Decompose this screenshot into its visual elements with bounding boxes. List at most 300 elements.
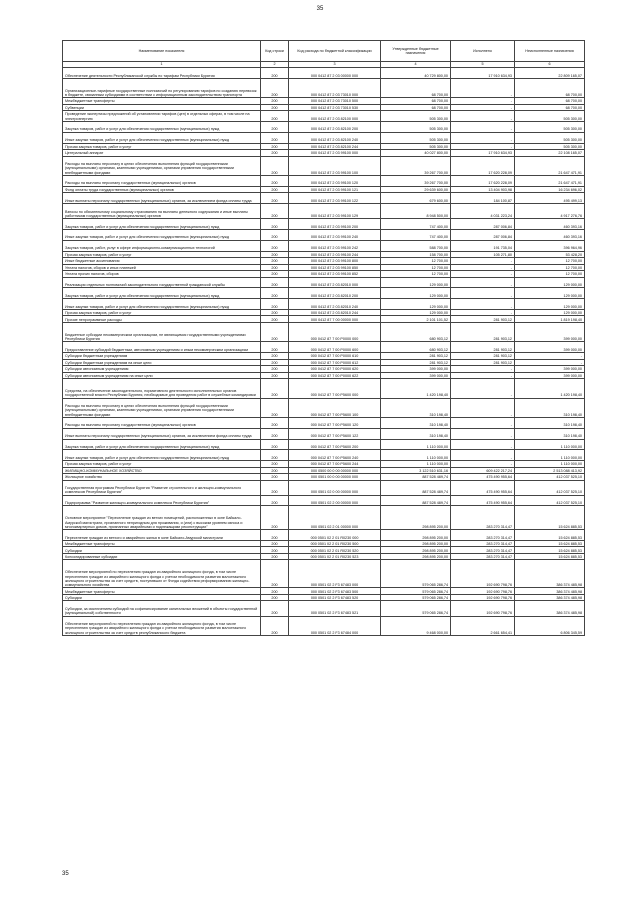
table-row bbox=[63, 175, 585, 186]
row-name: Межбюджетные трансферты bbox=[63, 588, 261, 595]
row-name: Закупка товаров, работ и услуг для обеспечения государственных (муниципальных) нужд bbox=[63, 219, 261, 230]
row-budget-code: 000 0501 02 2 F3 67483 521 bbox=[289, 601, 381, 616]
row-name: Субсидии bbox=[63, 594, 261, 601]
row-budget-code: 000 0412 87 2 03 99100 100 bbox=[289, 156, 381, 175]
row-line-code: 200 bbox=[261, 175, 289, 186]
row-line-code: 200 bbox=[261, 121, 289, 132]
row-approved: 1 110 000,00 bbox=[381, 450, 451, 461]
column-number: 3 bbox=[289, 62, 381, 68]
row-budget-code: 000 0412 87 7 00 P5600 120 bbox=[289, 417, 381, 428]
row-name: Субсидии, за исключением субсидий на софинансирование капитальных вложений в объекты государственной (муниципальной) собственности bbox=[63, 601, 261, 616]
table-row bbox=[63, 450, 585, 461]
column-number: 1 bbox=[63, 62, 261, 68]
row-remaining: 1 110 000,00 bbox=[515, 450, 585, 461]
row-name: Взносы по обязательному социальному страхованию на выплаты денежного содержания и иные выплаты работникам государственных (муниципальных) органов bbox=[63, 204, 261, 219]
row-budget-code: 000 0412 87 2 03 99100 122 bbox=[289, 193, 381, 204]
row-line-code: 200 bbox=[261, 560, 289, 588]
row-approved: 39 267 700,00 bbox=[381, 175, 451, 186]
row-executed: 281 903,12 bbox=[451, 316, 515, 323]
row-approved: 887 528 489,74 bbox=[381, 474, 451, 481]
row-executed: 192 690 798,76 bbox=[451, 560, 515, 588]
table-row bbox=[63, 219, 585, 230]
row-remaining: 68 700,00 bbox=[515, 98, 585, 105]
row-executed: - bbox=[451, 372, 515, 379]
row-approved: 298 895 200,00 bbox=[381, 530, 451, 541]
row-executed: - bbox=[451, 111, 515, 122]
row-remaining: 505 300,00 bbox=[515, 121, 585, 132]
row-remaining: 2 513 088 413,92 bbox=[515, 467, 585, 474]
row-executed: - bbox=[451, 132, 515, 143]
row-name: Обеспечение мероприятий по переселению граждан из аварийного жилищного фонда, в том числе переселению граждан из аварийного жилищного фонда с учетом необходимости развития малоэтажного жилищного строительства за счет средств республиканского бюджета bbox=[63, 616, 261, 635]
row-remaining: 495 499,13 bbox=[515, 193, 585, 204]
row-remaining: 412 037 525,10 bbox=[515, 474, 585, 481]
row-name: Субвенции bbox=[63, 104, 261, 111]
row-line-code: 200 bbox=[261, 68, 289, 79]
row-name: Иные бюджетные ассигнования bbox=[63, 258, 261, 265]
row-remaining: 6 806 345,59 bbox=[515, 616, 585, 635]
row-budget-code: 000 0501 02 2 01 R0230 500 bbox=[289, 540, 381, 547]
row-line-code: 200 bbox=[261, 150, 289, 157]
row-budget-code: 000 0412 87 2 03 99100 244 bbox=[289, 251, 381, 258]
row-budget-code: 000 0412 87 2 03 99100 240 bbox=[289, 229, 381, 240]
row-executed: - bbox=[451, 398, 515, 417]
row-line-code: 200 bbox=[261, 506, 289, 530]
row-line-code: 200 bbox=[261, 366, 289, 373]
row-budget-code: 000 0412 87 2 03 82100 200 bbox=[289, 121, 381, 132]
row-budget-code: 000 0412 87 7 00 P0000 622 bbox=[289, 372, 381, 379]
row-approved: 298 895 200,00 bbox=[381, 553, 451, 560]
row-remaining: 15 624 885,53 bbox=[515, 540, 585, 547]
row-name: Иные закупки товаров, работ и услуг для обеспечения государственных (муниципальных) нужд bbox=[63, 299, 261, 310]
row-executed: 283 270 314,47 bbox=[451, 530, 515, 541]
row-approved: 29 639 600,00 bbox=[381, 186, 451, 193]
row-budget-code: 000 0412 87 7 00 P0000 000 bbox=[289, 322, 381, 341]
row-budget-code: 000 0412 87 7 00 P0000 610 bbox=[289, 353, 381, 360]
row-line-code: 200 bbox=[261, 547, 289, 554]
table-row bbox=[63, 359, 585, 366]
row-approved: 129 000,00 bbox=[381, 299, 451, 310]
row-executed: 17 620 228,09 bbox=[451, 175, 515, 186]
row-approved: 579 065 286,74 bbox=[381, 588, 451, 595]
row-executed: 475 490 955,64 bbox=[451, 495, 515, 506]
row-name: ЖИЛИЩНО-КОММУНАЛЬНОЕ ХОЗЯЙСТВО bbox=[63, 467, 261, 474]
row-name: Иные закупки товаров, работ и услуг для обеспечения государственных (муниципальных) нужд bbox=[63, 229, 261, 240]
row-line-code: 200 bbox=[261, 316, 289, 323]
row-budget-code: 000 0412 87 7 00 P5600 244 bbox=[289, 461, 381, 468]
row-budget-code: 000 0501 02 2 F3 67483 000 bbox=[289, 560, 381, 588]
row-executed: 192 690 798,76 bbox=[451, 588, 515, 595]
row-budget-code: 000 0412 87 2 03 82010 244 bbox=[289, 309, 381, 316]
row-remaining: 310 198,40 bbox=[515, 417, 585, 428]
row-executed: 283 270 314,47 bbox=[451, 506, 515, 530]
row-approved: 1 110 000,00 bbox=[381, 439, 451, 450]
row-approved: 12 700,00 bbox=[381, 271, 451, 278]
row-approved: 158 700,00 bbox=[381, 251, 451, 258]
row-approved: 310 198,40 bbox=[381, 428, 451, 439]
column-number: 2 bbox=[261, 62, 289, 68]
table-row bbox=[63, 495, 585, 506]
row-line-code: 200 bbox=[261, 480, 289, 495]
row-remaining: 12 700,00 bbox=[515, 264, 585, 271]
row-line-code: 200 bbox=[261, 594, 289, 601]
row-approved: 399 000,00 bbox=[381, 366, 451, 373]
row-executed: - bbox=[451, 450, 515, 461]
row-executed: 13 404 903,98 bbox=[451, 186, 515, 193]
row-executed: - bbox=[451, 98, 515, 105]
row-executed: - bbox=[451, 78, 515, 97]
row-executed: 281 903,12 bbox=[451, 353, 515, 360]
row-executed: 281 903,12 bbox=[451, 342, 515, 353]
row-approved: 505 300,00 bbox=[381, 132, 451, 143]
row-name: Субсидии автономным учреждениям на иные цели bbox=[63, 372, 261, 379]
row-approved: 505 300,00 bbox=[381, 143, 451, 150]
row-line-code: 200 bbox=[261, 271, 289, 278]
row-name: Прочая закупка товаров, работ и услуг bbox=[63, 309, 261, 316]
row-name: Консолидированные субсидии bbox=[63, 553, 261, 560]
table-body bbox=[63, 68, 585, 636]
row-line-code: 200 bbox=[261, 104, 289, 111]
row-name: Прочая закупка товаров, работ и услуг bbox=[63, 251, 261, 258]
row-budget-code: 000 0412 87 2 03 99100 850 bbox=[289, 264, 381, 271]
row-executed: 283 270 314,47 bbox=[451, 553, 515, 560]
table-row bbox=[63, 322, 585, 341]
row-remaining: 386 374 485,98 bbox=[515, 601, 585, 616]
row-approved: 8 948 500,00 bbox=[381, 204, 451, 219]
row-budget-code: 000 0412 87 2 03 99100 200 bbox=[289, 219, 381, 230]
row-line-code: 200 bbox=[261, 359, 289, 366]
row-executed: - bbox=[451, 271, 515, 278]
row-remaining: 15 624 885,53 bbox=[515, 547, 585, 554]
row-name: Закупка товаров, работ и услуг для обеспечения государственных (муниципальных) нужд bbox=[63, 288, 261, 299]
row-approved: 12 700,00 bbox=[381, 264, 451, 271]
row-approved: 129 000,00 bbox=[381, 277, 451, 288]
row-budget-code: 000 0501 02 2 00 00000 000 bbox=[289, 495, 381, 506]
row-name: Расходы на выплаты персоналу в целях обеспечения выполнения функций государственными (муниципальными) органами, казенными учреждениями, органами управления государственными внебюджетными фондами bbox=[63, 398, 261, 417]
row-name: Расходы на выплаты персоналу государственных (муниципальных) органов bbox=[63, 417, 261, 428]
row-line-code: 200 bbox=[261, 277, 289, 288]
row-budget-code: 000 0501 02 0 00 00000 000 bbox=[289, 480, 381, 495]
row-remaining: 505 300,00 bbox=[515, 111, 585, 122]
row-approved: 679 600,00 bbox=[381, 193, 451, 204]
table-row bbox=[63, 121, 585, 132]
row-executed: 2 661 654,41 bbox=[451, 616, 515, 635]
row-line-code: 200 bbox=[261, 229, 289, 240]
row-remaining: 386 374 485,98 bbox=[515, 560, 585, 588]
row-remaining: 129 000,00 bbox=[515, 288, 585, 299]
row-line-code: 200 bbox=[261, 540, 289, 547]
row-budget-code: 000 0412 87 2 03 99100 800 bbox=[289, 258, 381, 265]
row-remaining: 412 037 525,10 bbox=[515, 495, 585, 506]
row-approved: 68 700,00 bbox=[381, 104, 451, 111]
row-approved: 1 420 198,40 bbox=[381, 379, 451, 398]
row-executed: 475 490 955,64 bbox=[451, 474, 515, 481]
row-executed: 17 620 228,09 bbox=[451, 156, 515, 175]
row-executed: - bbox=[451, 264, 515, 271]
row-line-code: 200 bbox=[261, 495, 289, 506]
table-row bbox=[63, 240, 585, 251]
row-approved: 281 903,12 bbox=[381, 359, 451, 366]
row-approved: 505 300,00 bbox=[381, 111, 451, 122]
row-executed: 287 006,84 bbox=[451, 229, 515, 240]
column-number: 6 bbox=[515, 62, 585, 68]
row-remaining: 129 000,00 bbox=[515, 277, 585, 288]
row-budget-code: 000 0412 87 2 03 73010 000 bbox=[289, 78, 381, 97]
row-budget-code: 000 0501 02 2 F3 67483 520 bbox=[289, 594, 381, 601]
row-name: Межбюджетные трансферты bbox=[63, 540, 261, 547]
table-row bbox=[63, 111, 585, 122]
row-line-code: 200 bbox=[261, 251, 289, 258]
row-remaining: 399 000,00 bbox=[515, 366, 585, 373]
row-remaining: 68 700,00 bbox=[515, 104, 585, 111]
row-approved: 281 903,12 bbox=[381, 353, 451, 360]
row-name: Расходы на выплаты персоналу государственных (муниципальных) органов bbox=[63, 175, 261, 186]
row-budget-code: 000 0412 87 7 00 P5600 240 bbox=[289, 450, 381, 461]
table-row bbox=[63, 193, 585, 204]
row-executed: 287 006,84 bbox=[451, 219, 515, 230]
row-remaining: 399 000,00 bbox=[515, 342, 585, 353]
row-executed: 17 910 634,93 bbox=[451, 68, 515, 79]
row-remaining: 12 700,00 bbox=[515, 258, 585, 265]
row-remaining: 129 000,00 bbox=[515, 309, 585, 316]
row-approved: 887 528 489,74 bbox=[381, 495, 451, 506]
row-name: Уплата налогов, сборов и иных платежей bbox=[63, 264, 261, 271]
row-line-code: 200 bbox=[261, 264, 289, 271]
row-budget-code: 000 0412 87 7 00 P0000 600 bbox=[289, 342, 381, 353]
row-approved: 505 300,00 bbox=[381, 121, 451, 132]
row-approved: 129 000,00 bbox=[381, 309, 451, 316]
row-budget-code: 000 0501 02 2 01 R0230 000 bbox=[289, 530, 381, 541]
row-name: Прочая закупка товаров, работ и услуг bbox=[63, 461, 261, 468]
row-budget-code: 000 0412 87 7 00 P5600 200 bbox=[289, 439, 381, 450]
row-budget-code: 000 0412 87 2 03 82010 200 bbox=[289, 288, 381, 299]
row-name: Прочая закупка товаров, работ и услуг bbox=[63, 143, 261, 150]
row-executed: 283 270 314,47 bbox=[451, 540, 515, 547]
table-row bbox=[63, 530, 585, 541]
table-row bbox=[63, 428, 585, 439]
row-line-code: 200 bbox=[261, 342, 289, 353]
row-line-code: 200 bbox=[261, 417, 289, 428]
table-row bbox=[63, 68, 585, 79]
row-budget-code: 000 0412 87 7 00 00000 000 bbox=[289, 316, 381, 323]
table-row bbox=[63, 342, 585, 353]
row-name: Иные выплаты персоналу государственных (муниципальных) органов, за исключением фонда оплаты труда bbox=[63, 193, 261, 204]
row-name: Переселение граждан из ветхого и аварийного жилья в зоне Байкало-Амурской магистрали bbox=[63, 530, 261, 541]
table-row bbox=[63, 398, 585, 417]
row-name: Проведение экспертизы предложений об установлении тарифов (цен) в отдельных сферах, в том числе на электроэнергию bbox=[63, 111, 261, 122]
row-approved: 887 528 489,74 bbox=[381, 480, 451, 495]
row-line-code: 200 bbox=[261, 467, 289, 474]
row-line-code: 200 bbox=[261, 299, 289, 310]
row-name: Закупка товаров, работ и услуг для обеспечения государственных (муниципальных) нужд bbox=[63, 121, 261, 132]
row-executed: - bbox=[451, 258, 515, 265]
row-line-code: 200 bbox=[261, 553, 289, 560]
row-remaining: 129 000,00 bbox=[515, 299, 585, 310]
row-executed: 475 490 955,64 bbox=[451, 480, 515, 495]
row-budget-code: 000 0412 87 2 03 99100 242 bbox=[289, 240, 381, 251]
row-budget-code: 000 0412 87 7 00 P5600 100 bbox=[289, 398, 381, 417]
row-remaining: - bbox=[515, 359, 585, 366]
row-line-code: 200 bbox=[261, 616, 289, 635]
table-row bbox=[63, 467, 585, 474]
row-budget-code: 000 0412 87 2 03 82010 240 bbox=[289, 299, 381, 310]
row-name: Государственная программа Республики Бурятия "Развитие строительного и жилищно-коммунального комплексов Республики Бурятия" bbox=[63, 480, 261, 495]
table-row bbox=[63, 186, 585, 193]
row-budget-code: 000 0501 02 2 01 R0230 520 bbox=[289, 547, 381, 554]
row-approved: 298 895 200,00 bbox=[381, 547, 451, 554]
table-row bbox=[63, 132, 585, 143]
row-approved: 2 101 101,52 bbox=[381, 316, 451, 323]
row-executed: 192 690 798,76 bbox=[451, 601, 515, 616]
row-budget-code: 000 0412 87 2 03 00000 000 bbox=[289, 68, 381, 79]
page-number-bottom: 35 bbox=[62, 871, 69, 877]
row-remaining: - bbox=[515, 353, 585, 360]
row-line-code: 200 bbox=[261, 353, 289, 360]
row-name: Иные закупки товаров, работ и услуг для обеспечения государственных (муниципальных) нужд bbox=[63, 450, 261, 461]
row-line-code: 200 bbox=[261, 219, 289, 230]
row-budget-code: 000 0412 87 2 03 82100 240 bbox=[289, 132, 381, 143]
header-budget-code: Код расхода по бюджетной классификации bbox=[289, 41, 381, 62]
row-executed: 4 031 223,24 bbox=[451, 204, 515, 219]
row-executed: - bbox=[451, 143, 515, 150]
row-executed: 192 690 798,76 bbox=[451, 594, 515, 601]
header-approved: Утвержденные бюджетные назначения bbox=[381, 41, 451, 62]
table-row bbox=[63, 78, 585, 97]
row-remaining: 399 000,00 bbox=[515, 372, 585, 379]
row-budget-code: 000 0412 87 2 03 73010 500 bbox=[289, 98, 381, 105]
table-row bbox=[63, 156, 585, 175]
row-line-code: 200 bbox=[261, 78, 289, 97]
table-row bbox=[63, 506, 585, 530]
table-row bbox=[63, 229, 585, 240]
row-line-code: 200 bbox=[261, 156, 289, 175]
row-line-code: 200 bbox=[261, 132, 289, 143]
row-remaining: 12 700,00 bbox=[515, 271, 585, 278]
row-approved: 747 400,00 bbox=[381, 219, 451, 230]
row-executed: - bbox=[451, 439, 515, 450]
row-executed: - bbox=[451, 121, 515, 132]
row-line-code: 200 bbox=[261, 143, 289, 150]
row-name: Уплата прочих налогов, сборов bbox=[63, 271, 261, 278]
row-executed: - bbox=[451, 366, 515, 373]
row-budget-code: 000 0501 02 2 F3 67483 500 bbox=[289, 588, 381, 595]
row-line-code: 200 bbox=[261, 111, 289, 122]
row-name: Иные выплаты персоналу государственных (муниципальных) органов, за исключением фонда оплаты труда bbox=[63, 428, 261, 439]
row-remaining: 396 964,96 bbox=[515, 240, 585, 251]
row-remaining: 399 000,00 bbox=[515, 322, 585, 341]
row-line-code: 200 bbox=[261, 193, 289, 204]
row-approved: 579 065 286,74 bbox=[381, 601, 451, 616]
row-approved: 39 267 700,00 bbox=[381, 156, 451, 175]
row-name: Межбюджетные трансферты bbox=[63, 98, 261, 105]
row-approved: 129 000,00 bbox=[381, 288, 451, 299]
table-row bbox=[63, 204, 585, 219]
row-executed: 184 100,87 bbox=[451, 193, 515, 204]
row-budget-code: 000 0412 87 2 03 99100 852 bbox=[289, 271, 381, 278]
row-approved: 310 198,40 bbox=[381, 417, 451, 428]
row-line-code: 200 bbox=[261, 530, 289, 541]
row-remaining: 22 108 165,07 bbox=[515, 150, 585, 157]
row-budget-code: 000 0412 87 7 00 P5600 122 bbox=[289, 428, 381, 439]
row-remaining: 460 393,16 bbox=[515, 229, 585, 240]
column-number: 4 bbox=[381, 62, 451, 68]
row-name: Субсидии бюджетным учреждениям на иные цели bbox=[63, 359, 261, 366]
row-budget-code: 000 0501 02 2 01 R0230 523 bbox=[289, 553, 381, 560]
row-line-code: 200 bbox=[261, 450, 289, 461]
row-executed: - bbox=[451, 379, 515, 398]
row-approved: 68 700,00 bbox=[381, 98, 451, 105]
row-name: Иные закупки товаров, работ и услуг для обеспечения государственных (муниципальных) нужд bbox=[63, 132, 261, 143]
row-remaining: 505 300,00 bbox=[515, 132, 585, 143]
row-executed: 281 903,12 bbox=[451, 322, 515, 341]
row-executed: 191 735,04 bbox=[451, 240, 515, 251]
row-line-code: 200 bbox=[261, 379, 289, 398]
row-remaining: 460 393,16 bbox=[515, 219, 585, 230]
row-name: Фонд оплаты труда государственных (муниципальных) органов bbox=[63, 186, 261, 193]
row-line-code: 200 bbox=[261, 240, 289, 251]
row-budget-code: 000 0500 00 0 00 00000 000 bbox=[289, 467, 381, 474]
table-row bbox=[63, 439, 585, 450]
row-remaining: 4 917 276,76 bbox=[515, 204, 585, 219]
row-budget-code: 000 0412 87 2 03 82100 244 bbox=[289, 143, 381, 150]
row-executed: - bbox=[451, 309, 515, 316]
row-name: Субсидии bbox=[63, 547, 261, 554]
row-name: Закупка товаров, работ, услуг в сфере информационно-коммуникационных технологий bbox=[63, 240, 261, 251]
header-line-code: Код строки bbox=[261, 41, 289, 62]
table-row bbox=[63, 379, 585, 398]
row-budget-code: 000 0412 87 2 03 99100 000 bbox=[289, 150, 381, 157]
row-line-code: 200 bbox=[261, 372, 289, 379]
row-remaining: 15 624 885,53 bbox=[515, 553, 585, 560]
row-executed: 281 903,12 bbox=[451, 359, 515, 366]
row-approved: 680 903,12 bbox=[381, 322, 451, 341]
row-approved: 68 700,00 bbox=[381, 78, 451, 97]
table-row bbox=[63, 299, 585, 310]
row-remaining: 15 624 885,53 bbox=[515, 530, 585, 541]
row-line-code: 200 bbox=[261, 204, 289, 219]
table-row bbox=[63, 480, 585, 495]
header-name: Наименование показателя bbox=[63, 41, 261, 62]
row-name: Закупка товаров, работ и услуг для обеспечения государственных (муниципальных) нужд bbox=[63, 439, 261, 450]
row-budget-code: 000 0412 87 7 00 P0000 620 bbox=[289, 366, 381, 373]
row-remaining: 68 700,00 bbox=[515, 78, 585, 97]
row-executed: 609 422 217,24 bbox=[451, 467, 515, 474]
row-executed: - bbox=[451, 428, 515, 439]
row-name: Предоставление субсидий бюджетным, автономным учреждениям и иным некоммерческим организациям bbox=[63, 342, 261, 353]
row-executed: - bbox=[451, 288, 515, 299]
row-budget-code: 000 0412 87 7 00 P0000 612 bbox=[289, 359, 381, 366]
row-budget-code: 000 0412 87 2 03 99100 120 bbox=[289, 175, 381, 186]
row-approved: 588 700,00 bbox=[381, 240, 451, 251]
row-budget-code: 000 0412 87 2 03 73010 530 bbox=[289, 104, 381, 111]
table-row bbox=[63, 560, 585, 588]
row-name: Расходы на выплаты персоналу в целях обеспечения выполнения функций государственными (муниципальными) органами, казенными учреждениями, органами управления государственными внебюджетными фондами bbox=[63, 156, 261, 175]
row-line-code: 200 bbox=[261, 461, 289, 468]
table-row bbox=[63, 277, 585, 288]
row-budget-code: 000 0501 00 0 00 00000 000 bbox=[289, 474, 381, 481]
row-remaining: 386 374 485,98 bbox=[515, 594, 585, 601]
row-executed: - bbox=[451, 417, 515, 428]
row-approved: 310 198,40 bbox=[381, 398, 451, 417]
row-name: Основное мероприятие "Переселение граждан из ветхих помещений, расположенных в зоне Байкало-Амурской магистрали, признанного непригодным для проживания, и (или) с высоким уровнем износа и многоквартирных домов, признанных аварийными и подлежащими реконструкции" bbox=[63, 506, 261, 530]
row-executed: 17 910 634,93 bbox=[451, 150, 515, 157]
row-approved: 680 903,12 bbox=[381, 342, 451, 353]
row-remaining: 15 624 885,53 bbox=[515, 506, 585, 530]
row-name: Обеспечение мероприятий по переселению граждан из аварийного жилищного фонда, в том числе переселению граждан из аварийного жилищного фонда с учетом необходимости развития малоэтажного жилищного строительства за счет средств, поступивших от Фонда содействия реформированию жилищно-коммунального хозяйства bbox=[63, 560, 261, 588]
row-executed: 105 271,80 bbox=[451, 251, 515, 258]
row-name: Реализация отдельных полномочий законодательного государственной гражданской службы bbox=[63, 277, 261, 288]
row-budget-code: 000 0412 87 2 03 82010 000 bbox=[289, 277, 381, 288]
table-row bbox=[63, 601, 585, 616]
